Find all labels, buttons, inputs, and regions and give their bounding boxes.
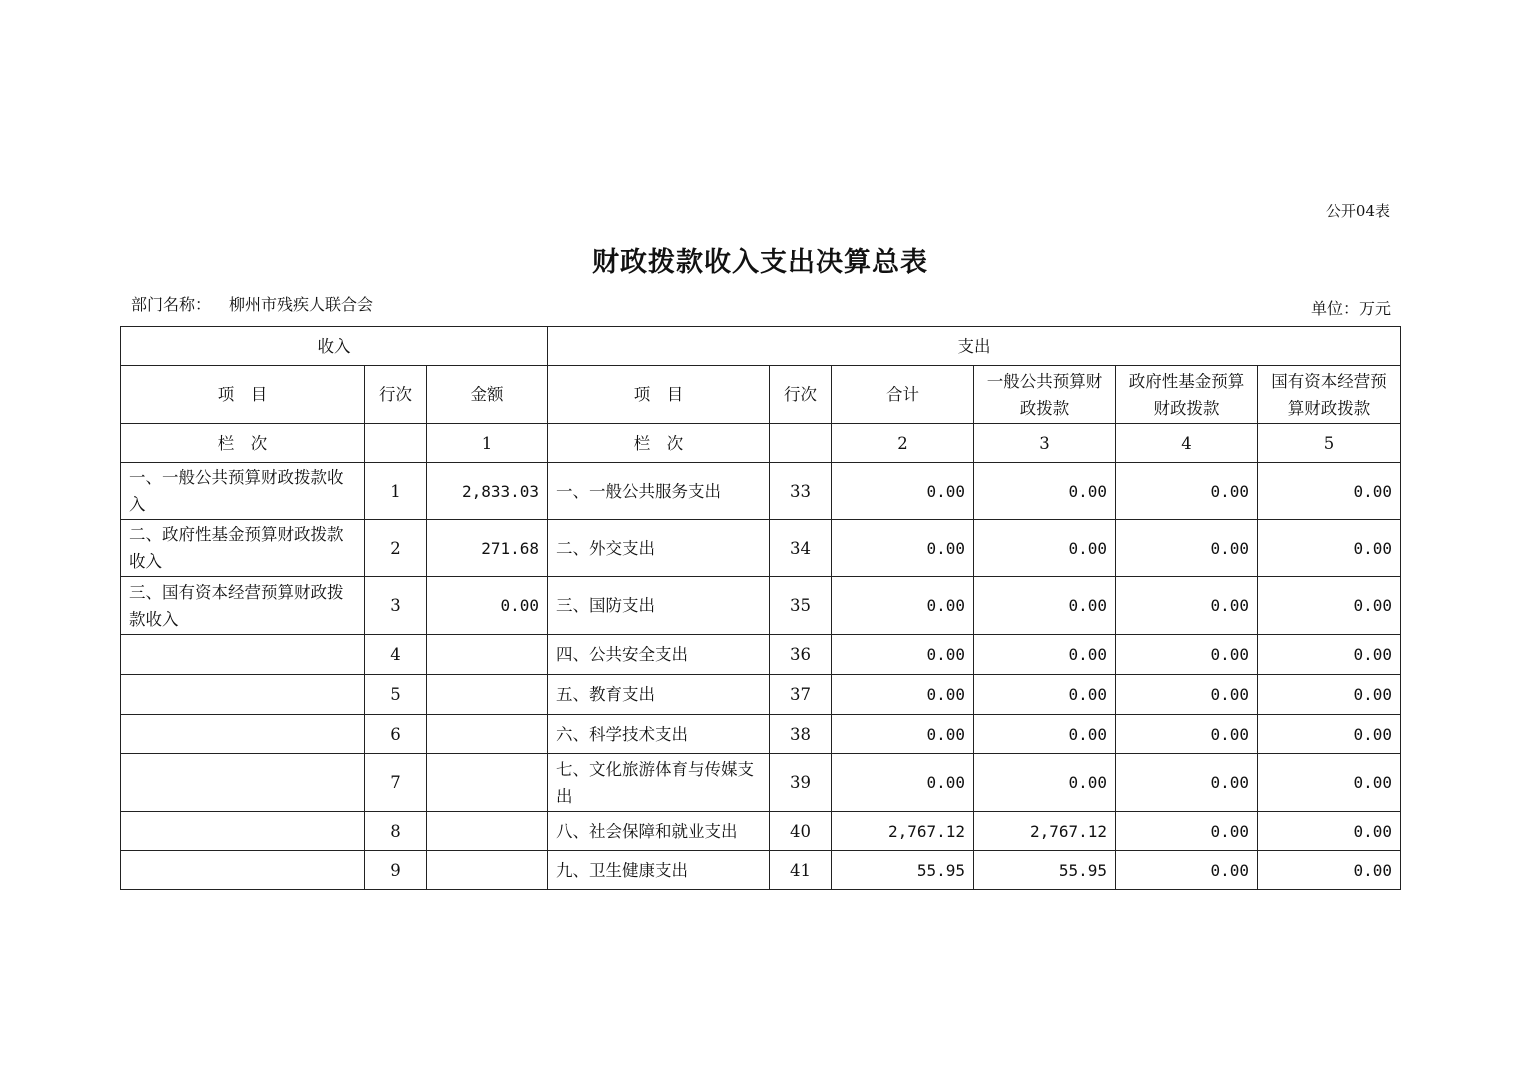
income-amount-cell xyxy=(427,635,548,675)
state-capital-cell: 0.00 xyxy=(1258,577,1401,635)
total-cell: 55.95 xyxy=(832,851,974,890)
expense-item-cell: 一、一般公共服务支出 xyxy=(548,463,770,520)
department-name: 柳州市残疾人联合会 xyxy=(229,295,374,314)
income-amount-cell: 2,833.03 xyxy=(427,463,548,520)
income-item-cell: 三、国有资本经营预算财政拨款收入 xyxy=(121,577,365,635)
column-index-row xyxy=(121,424,1401,463)
income-item-cell xyxy=(121,675,365,715)
expense-line-cell: 39 xyxy=(770,754,832,812)
gov-fund-cell: 0.00 xyxy=(1116,675,1258,715)
total-cell: 0.00 xyxy=(832,635,974,675)
expense-item-cell: 六、科学技术支出 xyxy=(548,715,770,754)
general-budget-header: 一般公共预算财政拨款 xyxy=(974,366,1116,424)
income-item-cell: 二、政府性基金预算财政拨款收入 xyxy=(121,520,365,577)
expense-line-cell: 33 xyxy=(770,463,832,520)
table-row xyxy=(121,675,1401,715)
income-amount-cell: 271.68 xyxy=(427,520,548,577)
expense-item-cell: 三、国防支出 xyxy=(548,577,770,635)
gov-fund-cell: 0.00 xyxy=(1116,715,1258,754)
general-budget-cell: 2,767.12 xyxy=(974,812,1116,851)
expense-item-header: 项 目 xyxy=(548,366,770,424)
total-cell: 0.00 xyxy=(832,463,974,520)
total-cell: 0.00 xyxy=(832,520,974,577)
general-budget-cell: 0.00 xyxy=(974,675,1116,715)
expense-item-cell: 七、文化旅游体育与传媒支出 xyxy=(548,754,770,812)
expense-line-cell: 38 xyxy=(770,715,832,754)
income-amount-header: 金额 xyxy=(427,366,548,424)
state-capital-cell: 0.00 xyxy=(1258,463,1401,520)
state-capital-cell: 0.00 xyxy=(1258,851,1401,890)
col-index-1: 1 xyxy=(427,424,548,463)
expense-line-cell: 41 xyxy=(770,851,832,890)
income-line-cell: 8 xyxy=(365,812,427,851)
financial-summary-table xyxy=(120,326,1401,890)
gov-fund-cell: 0.00 xyxy=(1116,463,1258,520)
income-amount-cell: 0.00 xyxy=(427,577,548,635)
income-item-header: 项 目 xyxy=(121,366,365,424)
general-budget-cell: 0.00 xyxy=(974,520,1116,577)
general-budget-cell: 0.00 xyxy=(974,577,1116,635)
income-item-cell: 一、一般公共预算财政拨款收入 xyxy=(121,463,365,520)
income-line-cell: 7 xyxy=(365,754,427,812)
expense-line-header: 行次 xyxy=(770,366,832,424)
expense-line-cell: 34 xyxy=(770,520,832,577)
state-capital-cell: 0.00 xyxy=(1258,812,1401,851)
income-amount-cell xyxy=(427,715,548,754)
col-index-5: 5 xyxy=(1258,424,1401,463)
table-row xyxy=(121,463,1401,520)
state-capital-header: 国有资本经营预算财政拨款 xyxy=(1258,366,1401,424)
general-budget-cell: 0.00 xyxy=(974,463,1116,520)
income-group-header: 收入 xyxy=(121,327,548,366)
gov-fund-cell: 0.00 xyxy=(1116,812,1258,851)
income-line-cell: 6 xyxy=(365,715,427,754)
gov-fund-cell: 0.00 xyxy=(1116,635,1258,675)
income-line-cell: 5 xyxy=(365,675,427,715)
table-row xyxy=(121,851,1401,890)
expense-line-cell: 35 xyxy=(770,577,832,635)
expense-line-cell: 40 xyxy=(770,812,832,851)
empty-cell xyxy=(770,424,832,463)
gov-fund-cell: 0.00 xyxy=(1116,577,1258,635)
income-line-cell: 3 xyxy=(365,577,427,635)
general-budget-cell: 0.00 xyxy=(974,715,1116,754)
gov-fund-cell: 0.00 xyxy=(1116,851,1258,890)
state-capital-cell: 0.00 xyxy=(1258,675,1401,715)
income-item-cell xyxy=(121,635,365,675)
income-item-cell xyxy=(121,715,365,754)
gov-fund-cell: 0.00 xyxy=(1116,754,1258,812)
total-cell: 0.00 xyxy=(832,675,974,715)
table-row xyxy=(121,635,1401,675)
col-index-2: 2 xyxy=(832,424,974,463)
income-line-cell: 2 xyxy=(365,520,427,577)
total-cell: 0.00 xyxy=(832,577,974,635)
table-row xyxy=(121,812,1401,851)
total-cell: 0.00 xyxy=(832,715,974,754)
expense-item-cell: 四、公共安全支出 xyxy=(548,635,770,675)
total-header: 合计 xyxy=(832,366,974,424)
income-amount-cell xyxy=(427,675,548,715)
column-header-row xyxy=(121,366,1401,424)
income-line-cell: 9 xyxy=(365,851,427,890)
total-cell: 0.00 xyxy=(832,754,974,812)
expense-group-header: 支出 xyxy=(548,327,1401,366)
state-capital-cell: 0.00 xyxy=(1258,715,1401,754)
col-index-3: 3 xyxy=(974,424,1116,463)
income-item-cell xyxy=(121,812,365,851)
income-item-cell xyxy=(121,851,365,890)
col-index-4: 4 xyxy=(1116,424,1258,463)
empty-cell xyxy=(365,424,427,463)
income-line-header: 行次 xyxy=(365,366,427,424)
income-amount-cell xyxy=(427,812,548,851)
form-number: 公开04表 xyxy=(1325,202,1390,220)
general-budget-cell: 0.00 xyxy=(974,635,1116,675)
income-item-cell xyxy=(121,754,365,812)
expense-item-cell: 九、卫生健康支出 xyxy=(548,851,770,890)
group-header-row xyxy=(121,327,1401,366)
income-index-label: 栏 次 xyxy=(121,424,365,463)
table-row xyxy=(121,754,1401,812)
general-budget-cell: 55.95 xyxy=(974,851,1116,890)
table-row xyxy=(121,577,1401,635)
department-label: 部门名称： xyxy=(131,295,212,314)
expense-index-label: 栏 次 xyxy=(548,424,770,463)
table-row xyxy=(121,715,1401,754)
gov-fund-cell: 0.00 xyxy=(1116,520,1258,577)
page-title: 财政拨款收入支出决算总表 xyxy=(592,247,928,278)
expense-line-cell: 36 xyxy=(770,635,832,675)
gov-fund-header: 政府性基金预算财政拨款 xyxy=(1116,366,1258,424)
expense-item-cell: 八、社会保障和就业支出 xyxy=(548,812,770,851)
income-line-cell: 4 xyxy=(365,635,427,675)
expense-item-cell: 五、教育支出 xyxy=(548,675,770,715)
expense-item-cell: 二、外交支出 xyxy=(548,520,770,577)
state-capital-cell: 0.00 xyxy=(1258,635,1401,675)
table-row xyxy=(121,520,1401,577)
income-line-cell: 1 xyxy=(365,463,427,520)
general-budget-cell: 0.00 xyxy=(974,754,1116,812)
state-capital-cell: 0.00 xyxy=(1258,520,1401,577)
total-cell: 2,767.12 xyxy=(832,812,974,851)
income-amount-cell xyxy=(427,851,548,890)
expense-line-cell: 37 xyxy=(770,675,832,715)
unit-label: 单位：万元 xyxy=(1310,299,1391,318)
income-amount-cell xyxy=(427,754,548,812)
meta-row xyxy=(131,292,1391,316)
state-capital-cell: 0.00 xyxy=(1258,754,1401,812)
